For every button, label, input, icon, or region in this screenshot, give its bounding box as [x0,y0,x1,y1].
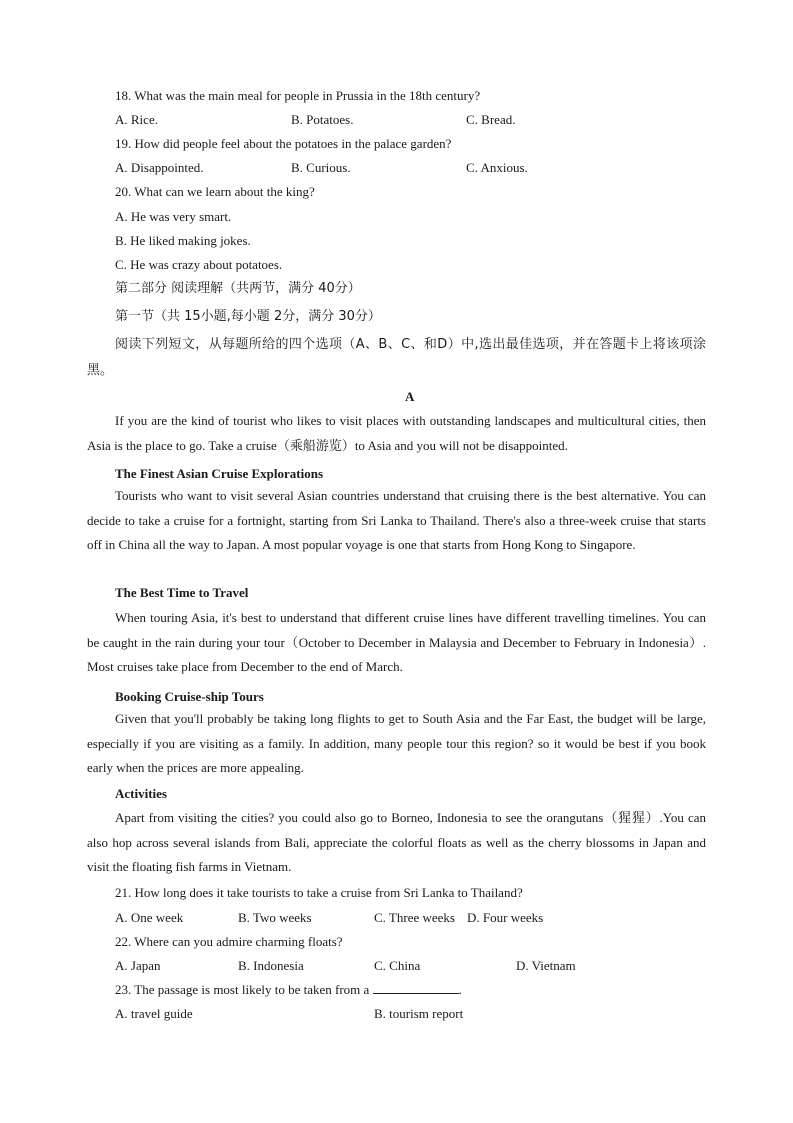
question-22-stem: 22. Where can you admire charming floats? [115,934,343,949]
question-19-stem: 19. How did people feel about the potatoes in the palace garden? [115,136,452,151]
blank-period: . [458,982,462,997]
question-19-option-b: B. Curious. [291,160,351,175]
section-body-explorations: Tourists who want to visit several Asian countries understand that cruising there is the best alternative. You can decide to take a cruise for a fortnight, starting from Sri Lanka to Thailand. There's also a three-week cruise that starts off in China all the way to Japan. A most popular voyage is one that starts from Hong Kong to Singapore. [87,488,706,552]
question-22-option-d: D. Vietnam [516,958,576,973]
reading-instruction: 阅读下列短文，从每题所给的四个选项（A、B、C、和D）中,选出最佳选项，并在答题卡上将该项涂黑。 [87,337,706,378]
question-18-option-c: C. Bread. [466,112,516,127]
section-heading-best-time: The Best Time to Travel [115,585,249,600]
question-23-line [115,982,462,998]
question-23-stem: 23. The passage is most likely to be taken from a [115,982,370,997]
section-body-booking: Given that you'll probably be taking long flights to get to South Asia and the Far East, the budget will be large, especially if you are visiting as a family. In addition, many people tour this region? so it would be best if you book early when the prices are more appealing. [87,711,706,775]
question-20-stem: 20. What can we learn about the king? [115,184,315,199]
section-heading-booking: Booking Cruise-ship Tours [115,689,264,704]
question-18-stem: 18. What was the main meal for people in Prussia in the 18th century? [115,88,481,103]
question-21-option-d: D. Four weeks [467,910,544,925]
question-20-option-b: B. He liked making jokes. [115,233,251,248]
question-18-option-b: B. Potatoes. [291,112,354,127]
passage-intro: If you are the kind of tourist who likes to visit places with outstanding landscapes and multicultural cities, then Asia is the place to go. Take a cruise（乘船游览）to Asia and you will not be disappointed. [87,413,706,453]
question-20-option-a: A. He was very smart. [115,209,232,224]
passage-letter: A [405,389,415,404]
section-body-activities: Apart from visiting the cities? you could also go to Borneo, Indonesia to see the orangutans（猩猩）.You can also hop across several islands from Bali, appreciate the colorful floats as well as the cherry blossoms in Japan and visit the floating fish farms in Vietnam. [87,810,706,874]
question-18-option-a: A. Rice. [115,112,158,127]
part-two-heading: 第二部分 阅读理解（共两节，满分 40分） [115,281,361,296]
answer-blank [373,982,459,994]
question-23-option-a: A. travel guide [115,1006,193,1021]
question-23-option-b: B. tourism report [374,1006,464,1021]
question-21-option-b: B. Two weeks [238,910,312,925]
question-19-option-c: C. Anxious. [466,160,528,175]
question-22-option-c: C. China [374,958,421,973]
question-21-option-a: A. One week [115,910,184,925]
question-21-stem: 21. How long does it take tourists to take a cruise from Sri Lanka to Thailand? [115,885,523,900]
section-one-heading: 第一节（共 15小题,每小题 2分，满分 30分） [115,309,381,324]
question-22-option-b: B. Indonesia [238,958,304,973]
section-heading-activities: Activities [115,786,167,801]
question-20-option-c: C. He was crazy about potatoes. [115,257,283,272]
section-body-best-time: When touring Asia, it's best to understand that different cruise lines have different travelling timelines. You can be caught in the rain during your tour（October to December in Malaysia and December to February in Indonesia）. Most cruises take place from December to the end of March. [87,610,706,674]
question-19-option-a: A. Disappointed. [115,160,204,175]
section-heading-explorations: The Finest Asian Cruise Explorations [115,466,324,481]
question-21-option-c: C. Three weeks [374,910,455,925]
question-22-option-a: A. Japan [115,958,161,973]
